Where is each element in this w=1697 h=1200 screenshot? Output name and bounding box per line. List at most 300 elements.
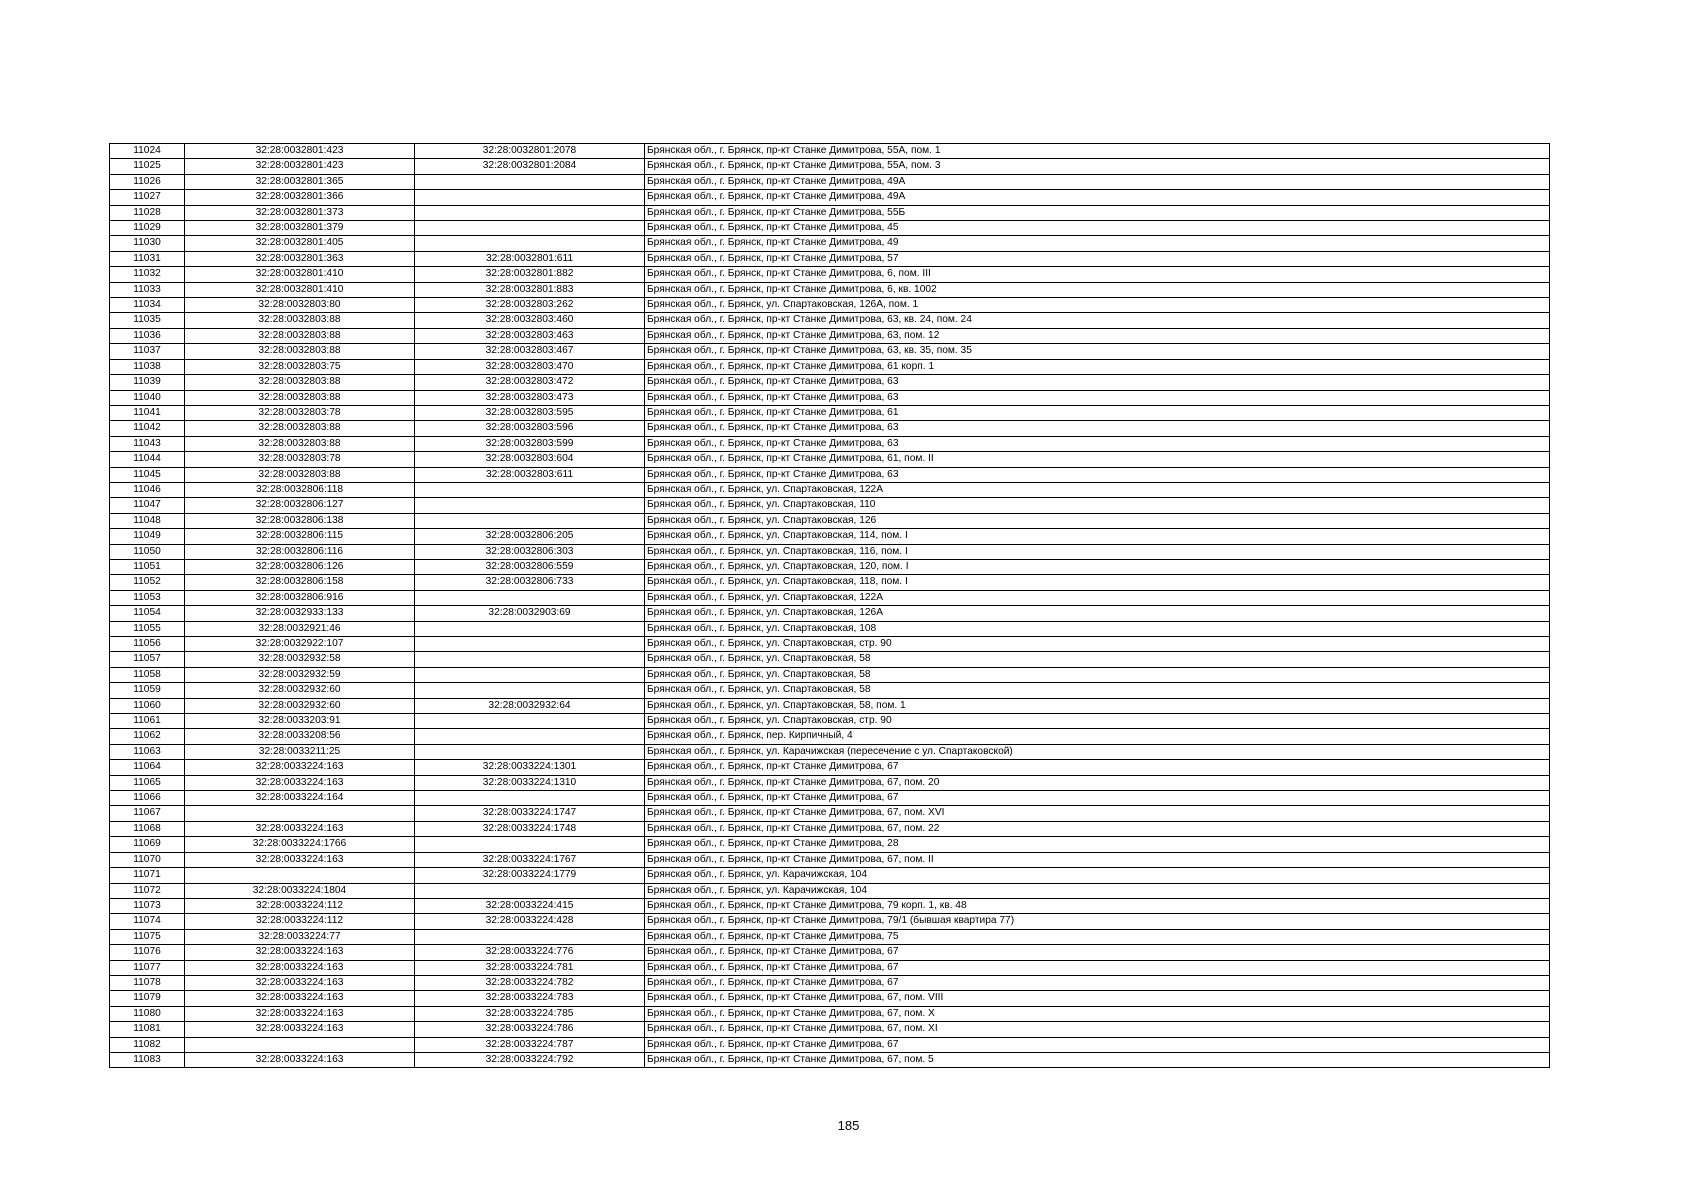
table-row bbox=[110, 544, 1550, 559]
land-cadastral-number-cell: 32:28:0032801:410 bbox=[185, 267, 415, 282]
row-number-cell: 11030 bbox=[110, 236, 185, 251]
table-row bbox=[110, 960, 1550, 975]
row-number-cell: 11026 bbox=[110, 174, 185, 189]
address-cell: Брянская обл., г. Брянск, ул. Спартаковская, 114, пом. I bbox=[645, 529, 1550, 544]
row-number-cell: 11071 bbox=[110, 868, 185, 883]
row-number-cell: 11025 bbox=[110, 159, 185, 174]
address-cell: Брянская обл., г. Брянск, ул. Спартаковская, 122А bbox=[645, 590, 1550, 605]
object-cadastral-number-cell: 32:28:0032803:473 bbox=[415, 390, 645, 405]
table-row bbox=[110, 328, 1550, 343]
table-row bbox=[110, 590, 1550, 605]
land-cadastral-number-cell: 32:28:0033224:163 bbox=[185, 960, 415, 975]
registry-table bbox=[109, 143, 1550, 1068]
row-number-cell: 11073 bbox=[110, 898, 185, 913]
object-cadastral-number-cell: 32:28:0032801:883 bbox=[415, 282, 645, 297]
row-number-cell: 11079 bbox=[110, 991, 185, 1006]
row-number-cell: 11034 bbox=[110, 298, 185, 313]
address-cell: Брянская обл., г. Брянск, пр-кт Станке Димитрова, 67, пом. 22 bbox=[645, 821, 1550, 836]
row-number-cell: 11040 bbox=[110, 390, 185, 405]
address-cell: Брянская обл., г. Брянск, ул. Спартаковская, 120, пом. I bbox=[645, 559, 1550, 574]
row-number-cell: 11066 bbox=[110, 791, 185, 806]
row-number-cell: 11070 bbox=[110, 852, 185, 867]
land-cadastral-number-cell: 32:28:0032803:88 bbox=[185, 344, 415, 359]
table-row bbox=[110, 267, 1550, 282]
address-cell: Брянская обл., г. Брянск, пр-кт Станке Димитрова, 67 bbox=[645, 791, 1550, 806]
land-cadastral-number-cell: 32:28:0032932:60 bbox=[185, 683, 415, 698]
address-cell: Брянская обл., г. Брянск, ул. Карачижская, 104 bbox=[645, 868, 1550, 883]
object-cadastral-number-cell: 32:28:0032932:64 bbox=[415, 698, 645, 713]
address-cell: Брянская обл., г. Брянск, пр-кт Станке Димитрова, 63 bbox=[645, 375, 1550, 390]
table-row bbox=[110, 883, 1550, 898]
row-number-cell: 11076 bbox=[110, 945, 185, 960]
land-cadastral-number-cell: 32:28:0032801:405 bbox=[185, 236, 415, 251]
object-cadastral-number-cell: 32:28:0032801:2078 bbox=[415, 144, 645, 159]
table-row bbox=[110, 852, 1550, 867]
object-cadastral-number-cell: 32:28:0033224:1779 bbox=[415, 868, 645, 883]
address-cell: Брянская обл., г. Брянск, ул. Карачижская, 104 bbox=[645, 883, 1550, 898]
table-row bbox=[110, 498, 1550, 513]
row-number-cell: 11069 bbox=[110, 837, 185, 852]
table-row bbox=[110, 806, 1550, 821]
object-cadastral-number-cell bbox=[415, 221, 645, 236]
land-cadastral-number-cell: 32:28:0033224:112 bbox=[185, 914, 415, 929]
object-cadastral-number-cell: 32:28:0033224:428 bbox=[415, 914, 645, 929]
row-number-cell: 11077 bbox=[110, 960, 185, 975]
address-cell: Брянская обл., г. Брянск, пр-кт Станке Димитрова, 49А bbox=[645, 174, 1550, 189]
land-cadastral-number-cell: 32:28:0032803:88 bbox=[185, 436, 415, 451]
row-number-cell: 11043 bbox=[110, 436, 185, 451]
address-cell: Брянская обл., г. Брянск, пр-кт Станке Димитрова, 67, пом. 20 bbox=[645, 775, 1550, 790]
land-cadastral-number-cell: 32:28:0032803:80 bbox=[185, 298, 415, 313]
land-cadastral-number-cell: 32:28:0032806:115 bbox=[185, 529, 415, 544]
table-row bbox=[110, 945, 1550, 960]
object-cadastral-number-cell: 32:28:0033224:415 bbox=[415, 898, 645, 913]
object-cadastral-number-cell: 32:28:0032803:262 bbox=[415, 298, 645, 313]
land-cadastral-number-cell: 32:28:0033224:112 bbox=[185, 898, 415, 913]
row-number-cell: 11041 bbox=[110, 405, 185, 420]
object-cadastral-number-cell bbox=[415, 729, 645, 744]
address-cell: Брянская обл., г. Брянск, ул. Спартаковская, 58 bbox=[645, 667, 1550, 682]
row-number-cell: 11074 bbox=[110, 914, 185, 929]
object-cadastral-number-cell: 32:28:0032803:470 bbox=[415, 359, 645, 374]
land-cadastral-number-cell: 32:28:0032921:46 bbox=[185, 621, 415, 636]
land-cadastral-number-cell: 32:28:0032801:366 bbox=[185, 190, 415, 205]
row-number-cell: 11052 bbox=[110, 575, 185, 590]
row-number-cell: 11060 bbox=[110, 698, 185, 713]
address-cell: Брянская обл., г. Брянск, ул. Спартаковская, 110 bbox=[645, 498, 1550, 513]
object-cadastral-number-cell: 32:28:0032806:205 bbox=[415, 529, 645, 544]
table-row bbox=[110, 683, 1550, 698]
object-cadastral-number-cell bbox=[415, 929, 645, 944]
object-cadastral-number-cell: 32:28:0033224:776 bbox=[415, 945, 645, 960]
table-row bbox=[110, 236, 1550, 251]
row-number-cell: 11029 bbox=[110, 221, 185, 236]
table-row bbox=[110, 174, 1550, 189]
land-cadastral-number-cell: 32:28:0032803:78 bbox=[185, 452, 415, 467]
row-number-cell: 11065 bbox=[110, 775, 185, 790]
land-cadastral-number-cell: 32:28:0033224:163 bbox=[185, 975, 415, 990]
object-cadastral-number-cell bbox=[415, 744, 645, 759]
table-row bbox=[110, 914, 1550, 929]
page-number: 185 bbox=[837, 1118, 860, 1133]
object-cadastral-number-cell bbox=[415, 174, 645, 189]
address-cell: Брянская обл., г. Брянск, пр-кт Станке Димитрова, 6, пом. III bbox=[645, 267, 1550, 282]
land-cadastral-number-cell: 32:28:0032803:88 bbox=[185, 313, 415, 328]
land-cadastral-number-cell: 32:28:0033224:163 bbox=[185, 1006, 415, 1021]
table-row bbox=[110, 144, 1550, 159]
registry-table-body bbox=[110, 144, 1550, 1068]
object-cadastral-number-cell: 32:28:0033224:783 bbox=[415, 991, 645, 1006]
land-cadastral-number-cell: 32:28:0033208:56 bbox=[185, 729, 415, 744]
row-number-cell: 11047 bbox=[110, 498, 185, 513]
table-row bbox=[110, 190, 1550, 205]
row-number-cell: 11044 bbox=[110, 452, 185, 467]
row-number-cell: 11054 bbox=[110, 606, 185, 621]
address-cell: Брянская обл., г. Брянск, пр-кт Станке Димитрова, 49 bbox=[645, 236, 1550, 251]
land-cadastral-number-cell: 32:28:0032801:379 bbox=[185, 221, 415, 236]
object-cadastral-number-cell: 32:28:0033224:786 bbox=[415, 1022, 645, 1037]
object-cadastral-number-cell: 32:28:0032803:472 bbox=[415, 375, 645, 390]
object-cadastral-number-cell: 32:28:0032801:2084 bbox=[415, 159, 645, 174]
row-number-cell: 11039 bbox=[110, 375, 185, 390]
address-cell: Брянская обл., г. Брянск, ул. Спартаковская, 116, пом. I bbox=[645, 544, 1550, 559]
address-cell: Брянская обл., г. Брянск, пр-кт Станке Димитрова, 75 bbox=[645, 929, 1550, 944]
table-row bbox=[110, 436, 1550, 451]
row-number-cell: 11050 bbox=[110, 544, 185, 559]
row-number-cell: 11038 bbox=[110, 359, 185, 374]
table-row bbox=[110, 1052, 1550, 1067]
address-cell: Брянская обл., г. Брянск, пр-кт Станке Димитрова, 61 корп. 1 bbox=[645, 359, 1550, 374]
table-row bbox=[110, 482, 1550, 497]
object-cadastral-number-cell bbox=[415, 683, 645, 698]
table-row bbox=[110, 991, 1550, 1006]
row-number-cell: 11059 bbox=[110, 683, 185, 698]
table-row bbox=[110, 575, 1550, 590]
land-cadastral-number-cell: 32:28:0032801:365 bbox=[185, 174, 415, 189]
object-cadastral-number-cell bbox=[415, 482, 645, 497]
object-cadastral-number-cell: 32:28:0033224:1310 bbox=[415, 775, 645, 790]
address-cell: Брянская обл., г. Брянск, ул. Спартаковская, 58 bbox=[645, 652, 1550, 667]
address-cell: Брянская обл., г. Брянск, пр-кт Станке Димитрова, 67, пом. X bbox=[645, 1006, 1550, 1021]
table-row bbox=[110, 390, 1550, 405]
address-cell: Брянская обл., г. Брянск, пр-кт Станке Димитрова, 67, пом. 5 bbox=[645, 1052, 1550, 1067]
table-row bbox=[110, 667, 1550, 682]
address-cell: Брянская обл., г. Брянск, ул. Спартаковская, 126А, пом. 1 bbox=[645, 298, 1550, 313]
address-cell: Брянская обл., г. Брянск, ул. Спартаковская, стр. 90 bbox=[645, 714, 1550, 729]
land-cadastral-number-cell: 32:28:0033224:1804 bbox=[185, 883, 415, 898]
land-cadastral-number-cell bbox=[185, 868, 415, 883]
address-cell: Брянская обл., г. Брянск, ул. Спартаковская, 58 bbox=[645, 683, 1550, 698]
row-number-cell: 11035 bbox=[110, 313, 185, 328]
object-cadastral-number-cell bbox=[415, 590, 645, 605]
table-row bbox=[110, 559, 1550, 574]
object-cadastral-number-cell: 32:28:0032803:596 bbox=[415, 421, 645, 436]
address-cell: Брянская обл., г. Брянск, ул. Спартаковская, 58, пом. 1 bbox=[645, 698, 1550, 713]
address-cell: Брянская обл., г. Брянск, пр-кт Станке Димитрова, 67 bbox=[645, 960, 1550, 975]
land-cadastral-number-cell: 32:28:0032932:58 bbox=[185, 652, 415, 667]
object-cadastral-number-cell bbox=[415, 637, 645, 652]
object-cadastral-number-cell bbox=[415, 205, 645, 220]
table-row bbox=[110, 775, 1550, 790]
address-cell: Брянская обл., г. Брянск, пр-кт Станке Димитрова, 63 bbox=[645, 390, 1550, 405]
table-row bbox=[110, 791, 1550, 806]
land-cadastral-number-cell: 32:28:0033224:77 bbox=[185, 929, 415, 944]
land-cadastral-number-cell: 32:28:0032932:59 bbox=[185, 667, 415, 682]
address-cell: Брянская обл., г. Брянск, пер. Кирпичный, 4 bbox=[645, 729, 1550, 744]
land-cadastral-number-cell: 32:28:0032806:127 bbox=[185, 498, 415, 513]
land-cadastral-number-cell: 32:28:0032801:363 bbox=[185, 251, 415, 266]
object-cadastral-number-cell bbox=[415, 652, 645, 667]
table-row bbox=[110, 760, 1550, 775]
row-number-cell: 11072 bbox=[110, 883, 185, 898]
object-cadastral-number-cell: 32:28:0032903:69 bbox=[415, 606, 645, 621]
row-number-cell: 11057 bbox=[110, 652, 185, 667]
row-number-cell: 11055 bbox=[110, 621, 185, 636]
land-cadastral-number-cell: 32:28:0032933:133 bbox=[185, 606, 415, 621]
land-cadastral-number-cell: 32:28:0033203:91 bbox=[185, 714, 415, 729]
table-row bbox=[110, 698, 1550, 713]
address-cell: Брянская обл., г. Брянск, пр-кт Станке Димитрова, 67, пом. VIII bbox=[645, 991, 1550, 1006]
row-number-cell: 11028 bbox=[110, 205, 185, 220]
row-number-cell: 11033 bbox=[110, 282, 185, 297]
object-cadastral-number-cell: 32:28:0032803:599 bbox=[415, 436, 645, 451]
address-cell: Брянская обл., г. Брянск, пр-кт Станке Димитрова, 79 корп. 1, кв. 48 bbox=[645, 898, 1550, 913]
object-cadastral-number-cell bbox=[415, 791, 645, 806]
table-row bbox=[110, 452, 1550, 467]
land-cadastral-number-cell: 32:28:0032806:118 bbox=[185, 482, 415, 497]
land-cadastral-number-cell bbox=[185, 806, 415, 821]
address-cell: Брянская обл., г. Брянск, пр-кт Станке Димитрова, 63 bbox=[645, 421, 1550, 436]
object-cadastral-number-cell: 32:28:0033224:785 bbox=[415, 1006, 645, 1021]
object-cadastral-number-cell bbox=[415, 621, 645, 636]
address-cell: Брянская обл., г. Брянск, ул. Карачижская (пересечение с ул. Спартаковской) bbox=[645, 744, 1550, 759]
object-cadastral-number-cell: 32:28:0033224:781 bbox=[415, 960, 645, 975]
table-row bbox=[110, 251, 1550, 266]
row-number-cell: 11049 bbox=[110, 529, 185, 544]
object-cadastral-number-cell bbox=[415, 513, 645, 528]
address-cell: Брянская обл., г. Брянск, пр-кт Станке Димитрова, 67, пом. XVI bbox=[645, 806, 1550, 821]
address-cell: Брянская обл., г. Брянск, пр-кт Станке Димитрова, 63, пом. 12 bbox=[645, 328, 1550, 343]
land-cadastral-number-cell: 32:28:0033224:1766 bbox=[185, 837, 415, 852]
address-cell: Брянская обл., г. Брянск, пр-кт Станке Димитрова, 45 bbox=[645, 221, 1550, 236]
address-cell: Брянская обл., г. Брянск, пр-кт Станке Димитрова, 67, пом. II bbox=[645, 852, 1550, 867]
table-row bbox=[110, 606, 1550, 621]
object-cadastral-number-cell: 32:28:0032801:611 bbox=[415, 251, 645, 266]
row-number-cell: 11083 bbox=[110, 1052, 185, 1067]
land-cadastral-number-cell: 32:28:0033224:163 bbox=[185, 991, 415, 1006]
object-cadastral-number-cell: 32:28:0033224:1748 bbox=[415, 821, 645, 836]
table-row bbox=[110, 467, 1550, 482]
row-number-cell: 11056 bbox=[110, 637, 185, 652]
row-number-cell: 11053 bbox=[110, 590, 185, 605]
address-cell: Брянская обл., г. Брянск, пр-кт Станке Димитрова, 55Б bbox=[645, 205, 1550, 220]
table-row bbox=[110, 405, 1550, 420]
table-row bbox=[110, 359, 1550, 374]
row-number-cell: 11027 bbox=[110, 190, 185, 205]
address-cell: Брянская обл., г. Брянск, пр-кт Станке Димитрова, 63 bbox=[645, 436, 1550, 451]
address-cell: Брянская обл., г. Брянск, пр-кт Станке Димитрова, 67 bbox=[645, 760, 1550, 775]
row-number-cell: 11046 bbox=[110, 482, 185, 497]
address-cell: Брянская обл., г. Брянск, пр-кт Станке Димитрова, 55А, пом. 1 bbox=[645, 144, 1550, 159]
object-cadastral-number-cell: 32:28:0032803:604 bbox=[415, 452, 645, 467]
object-cadastral-number-cell: 32:28:0033224:1747 bbox=[415, 806, 645, 821]
address-cell: Брянская обл., г. Брянск, пр-кт Станке Димитрова, 63, кв. 35, пом. 35 bbox=[645, 344, 1550, 359]
row-number-cell: 11081 bbox=[110, 1022, 185, 1037]
object-cadastral-number-cell: 32:28:0032806:303 bbox=[415, 544, 645, 559]
object-cadastral-number-cell bbox=[415, 190, 645, 205]
address-cell: Брянская обл., г. Брянск, пр-кт Станке Димитрова, 61 bbox=[645, 405, 1550, 420]
land-cadastral-number-cell: 32:28:0032801:373 bbox=[185, 205, 415, 220]
row-number-cell: 11080 bbox=[110, 1006, 185, 1021]
land-cadastral-number-cell: 32:28:0032803:75 bbox=[185, 359, 415, 374]
address-cell: Брянская обл., г. Брянск, пр-кт Станке Димитрова, 63 bbox=[645, 467, 1550, 482]
row-number-cell: 11061 bbox=[110, 714, 185, 729]
address-cell: Брянская обл., г. Брянск, пр-кт Станке Димитрова, 28 bbox=[645, 837, 1550, 852]
table-row bbox=[110, 744, 1550, 759]
land-cadastral-number-cell: 32:28:0033224:164 bbox=[185, 791, 415, 806]
row-number-cell: 11037 bbox=[110, 344, 185, 359]
land-cadastral-number-cell: 32:28:0033224:163 bbox=[185, 1052, 415, 1067]
address-cell: Брянская обл., г. Брянск, ул. Спартаковская, стр. 90 bbox=[645, 637, 1550, 652]
land-cadastral-number-cell: 32:28:0032806:126 bbox=[185, 559, 415, 574]
address-cell: Брянская обл., г. Брянск, ул. Спартаковская, 126 bbox=[645, 513, 1550, 528]
object-cadastral-number-cell: 32:28:0033224:792 bbox=[415, 1052, 645, 1067]
land-cadastral-number-cell: 32:28:0033224:163 bbox=[185, 760, 415, 775]
table-row bbox=[110, 714, 1550, 729]
land-cadastral-number-cell: 32:28:0033224:163 bbox=[185, 945, 415, 960]
row-number-cell: 11031 bbox=[110, 251, 185, 266]
object-cadastral-number-cell: 32:28:0032806:559 bbox=[415, 559, 645, 574]
object-cadastral-number-cell: 32:28:0032803:611 bbox=[415, 467, 645, 482]
object-cadastral-number-cell: 32:28:0033224:782 bbox=[415, 975, 645, 990]
table-row bbox=[110, 529, 1550, 544]
table-row bbox=[110, 975, 1550, 990]
address-cell: Брянская обл., г. Брянск, пр-кт Станке Димитрова, 67 bbox=[645, 975, 1550, 990]
table-row bbox=[110, 221, 1550, 236]
address-cell: Брянская обл., г. Брянск, пр-кт Станке Димитрова, 79/1 (бывшая квартира 77) bbox=[645, 914, 1550, 929]
row-number-cell: 11048 bbox=[110, 513, 185, 528]
object-cadastral-number-cell: 32:28:0032803:467 bbox=[415, 344, 645, 359]
land-cadastral-number-cell: 32:28:0032803:88 bbox=[185, 467, 415, 482]
table-row bbox=[110, 821, 1550, 836]
address-cell: Брянская обл., г. Брянск, пр-кт Станке Димитрова, 55А, пом. 3 bbox=[645, 159, 1550, 174]
object-cadastral-number-cell: 32:28:0033224:787 bbox=[415, 1037, 645, 1052]
table-row bbox=[110, 637, 1550, 652]
table-row bbox=[110, 159, 1550, 174]
address-cell: Брянская обл., г. Брянск, ул. Спартаковская, 122А bbox=[645, 482, 1550, 497]
object-cadastral-number-cell bbox=[415, 498, 645, 513]
table-row bbox=[110, 298, 1550, 313]
row-number-cell: 11062 bbox=[110, 729, 185, 744]
land-cadastral-number-cell: 32:28:0032803:78 bbox=[185, 405, 415, 420]
land-cadastral-number-cell: 32:28:0032932:60 bbox=[185, 698, 415, 713]
land-cadastral-number-cell: 32:28:0032803:88 bbox=[185, 328, 415, 343]
address-cell: Брянская обл., г. Брянск, ул. Спартаковская, 108 bbox=[645, 621, 1550, 636]
object-cadastral-number-cell: 32:28:0032803:595 bbox=[415, 405, 645, 420]
land-cadastral-number-cell: 32:28:0032803:88 bbox=[185, 375, 415, 390]
row-number-cell: 11082 bbox=[110, 1037, 185, 1052]
land-cadastral-number-cell: 32:28:0033224:163 bbox=[185, 852, 415, 867]
land-cadastral-number-cell: 32:28:0033224:163 bbox=[185, 821, 415, 836]
address-cell: Брянская обл., г. Брянск, ул. Спартаковская, 118, пом. I bbox=[645, 575, 1550, 590]
object-cadastral-number-cell bbox=[415, 883, 645, 898]
land-cadastral-number-cell: 32:28:0032801:423 bbox=[185, 159, 415, 174]
object-cadastral-number-cell bbox=[415, 837, 645, 852]
table-row bbox=[110, 344, 1550, 359]
address-cell: Брянская обл., г. Брянск, пр-кт Станке Димитрова, 49А bbox=[645, 190, 1550, 205]
land-cadastral-number-cell: 32:28:0032806:138 bbox=[185, 513, 415, 528]
table-row bbox=[110, 652, 1550, 667]
table-row bbox=[110, 837, 1550, 852]
address-cell: Брянская обл., г. Брянск, ул. Спартаковская, 126А bbox=[645, 606, 1550, 621]
object-cadastral-number-cell: 32:28:0033224:1767 bbox=[415, 852, 645, 867]
table-row bbox=[110, 868, 1550, 883]
address-cell: Брянская обл., г. Брянск, пр-кт Станке Димитрова, 63, кв. 24, пом. 24 bbox=[645, 313, 1550, 328]
land-cadastral-number-cell: 32:28:0033224:163 bbox=[185, 1022, 415, 1037]
row-number-cell: 11024 bbox=[110, 144, 185, 159]
row-number-cell: 11067 bbox=[110, 806, 185, 821]
address-cell: Брянская обл., г. Брянск, пр-кт Станке Димитрова, 6, кв. 1002 bbox=[645, 282, 1550, 297]
table-row bbox=[110, 513, 1550, 528]
land-cadastral-number-cell: 32:28:0032806:158 bbox=[185, 575, 415, 590]
land-cadastral-number-cell: 32:28:0032806:916 bbox=[185, 590, 415, 605]
object-cadastral-number-cell bbox=[415, 714, 645, 729]
object-cadastral-number-cell: 32:28:0032803:463 bbox=[415, 328, 645, 343]
address-cell: Брянская обл., г. Брянск, пр-кт Станке Димитрова, 67 bbox=[645, 1037, 1550, 1052]
object-cadastral-number-cell: 32:28:0032801:882 bbox=[415, 267, 645, 282]
row-number-cell: 11045 bbox=[110, 467, 185, 482]
table-row bbox=[110, 1037, 1550, 1052]
address-cell: Брянская обл., г. Брянск, пр-кт Станке Димитрова, 57 bbox=[645, 251, 1550, 266]
row-number-cell: 11036 bbox=[110, 328, 185, 343]
land-cadastral-number-cell: 32:28:0032806:116 bbox=[185, 544, 415, 559]
table-row bbox=[110, 1022, 1550, 1037]
row-number-cell: 11042 bbox=[110, 421, 185, 436]
object-cadastral-number-cell bbox=[415, 667, 645, 682]
row-number-cell: 11068 bbox=[110, 821, 185, 836]
table-row bbox=[110, 421, 1550, 436]
object-cadastral-number-cell: 32:28:0032806:733 bbox=[415, 575, 645, 590]
table-row bbox=[110, 205, 1550, 220]
row-number-cell: 11032 bbox=[110, 267, 185, 282]
object-cadastral-number-cell: 32:28:0033224:1301 bbox=[415, 760, 645, 775]
address-cell: Брянская обл., г. Брянск, пр-кт Станке Димитрова, 67, пом. XI bbox=[645, 1022, 1550, 1037]
land-cadastral-number-cell: 32:28:0032803:88 bbox=[185, 390, 415, 405]
land-cadastral-number-cell: 32:28:0032803:88 bbox=[185, 421, 415, 436]
row-number-cell: 11063 bbox=[110, 744, 185, 759]
address-cell: Брянская обл., г. Брянск, пр-кт Станке Димитрова, 61, пом. II bbox=[645, 452, 1550, 467]
land-cadastral-number-cell: 32:28:0032801:423 bbox=[185, 144, 415, 159]
land-cadastral-number-cell: 32:28:0032922:107 bbox=[185, 637, 415, 652]
table-row bbox=[110, 929, 1550, 944]
land-cadastral-number-cell: 32:28:0032801:410 bbox=[185, 282, 415, 297]
land-cadastral-number-cell: 32:28:0033224:163 bbox=[185, 775, 415, 790]
object-cadastral-number-cell: 32:28:0032803:460 bbox=[415, 313, 645, 328]
land-cadastral-number-cell bbox=[185, 1037, 415, 1052]
row-number-cell: 11058 bbox=[110, 667, 185, 682]
row-number-cell: 11064 bbox=[110, 760, 185, 775]
table-row bbox=[110, 282, 1550, 297]
row-number-cell: 11078 bbox=[110, 975, 185, 990]
address-cell: Брянская обл., г. Брянск, пр-кт Станке Димитрова, 67 bbox=[645, 945, 1550, 960]
table-row bbox=[110, 1006, 1550, 1021]
object-cadastral-number-cell bbox=[415, 236, 645, 251]
row-number-cell: 11051 bbox=[110, 559, 185, 574]
table-row bbox=[110, 375, 1550, 390]
table-row bbox=[110, 729, 1550, 744]
table-row bbox=[110, 621, 1550, 636]
table-row bbox=[110, 898, 1550, 913]
